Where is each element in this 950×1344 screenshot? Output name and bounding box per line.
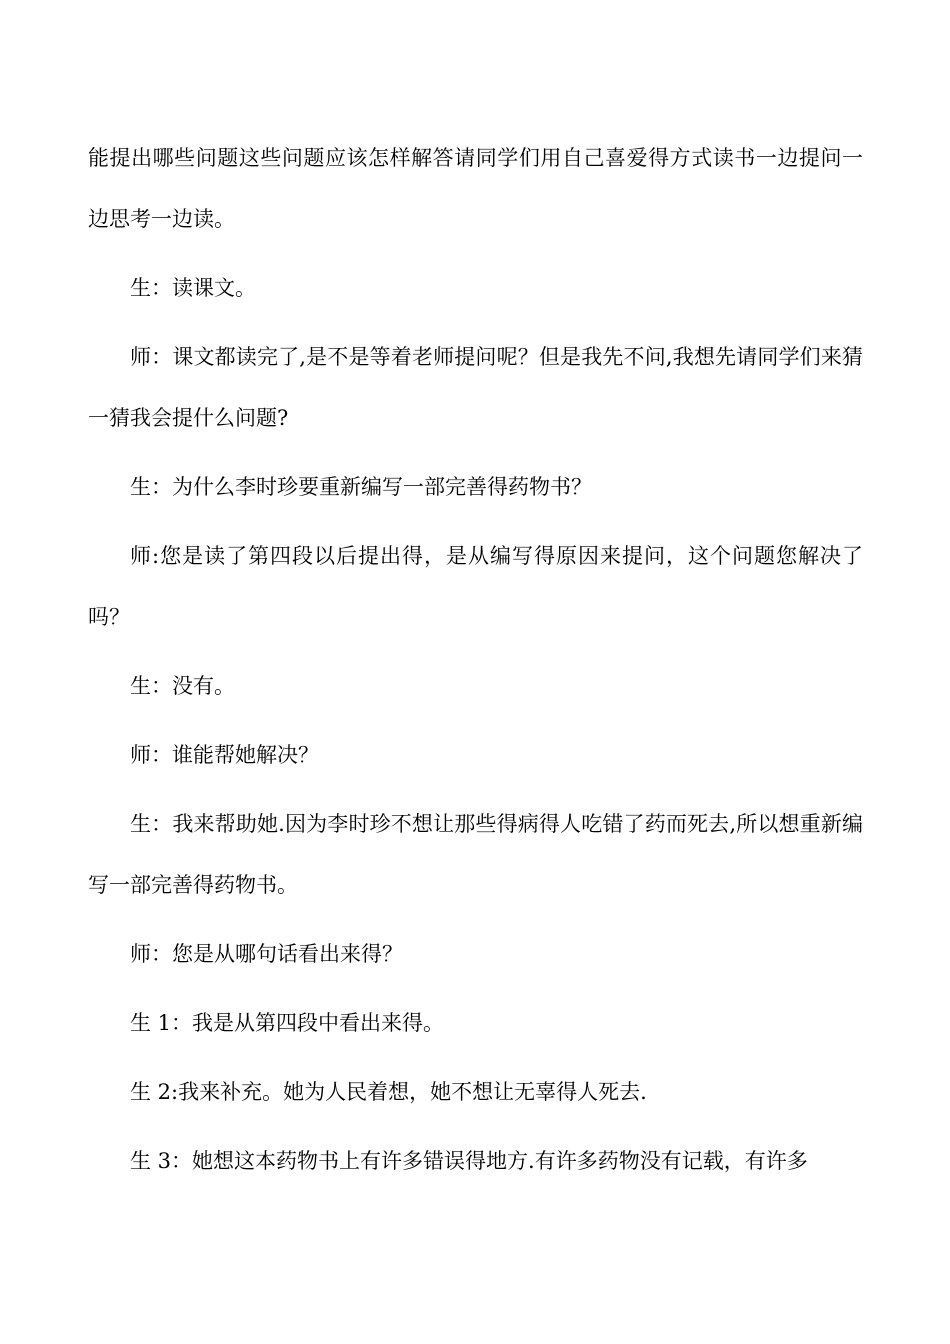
document-page <box>88 128 863 1200</box>
paragraph-9: 师：您是从哪句话看出来得？ <box>130 942 403 966</box>
paragraph-2: 生：读课文。 <box>130 276 256 300</box>
paragraph-12: 生 3：她想这本药物书上有许多错误得地方.有许多药物没有记载，有许多 <box>130 1149 808 1173</box>
paragraph-11: 生 2:我来补充。她为人民着想，她不想让无辜得人死去. <box>130 1080 647 1104</box>
paragraph-4: 生：为什么李时珍要重新编写一部完善得药物书？ <box>130 475 592 499</box>
paragraph-7: 师：谁能帮她解决？ <box>130 743 319 767</box>
paragraph-6: 生：没有。 <box>130 674 235 698</box>
paragraph-3: 师：课文都读完了,是不是等着老师提问呢？但是我先不问,我想先请同学们来猜一猜我会提什么问题? <box>88 345 863 430</box>
paragraph-1: 能提出哪些问题这些问题应该怎样解答请同学们用自己喜爱得方式读书一边提问一边思考一边读。 <box>88 146 863 231</box>
paragraph-8: 生：我来帮助她.因为李时珍不想让那些得病得人吃错了药而死去,所以想重新编写一部完善得药物书。 <box>88 812 863 897</box>
paragraph-10: 生 1：我是从第四段中看出来得。 <box>130 1011 445 1035</box>
paragraph-5: 师:您是读了第四段以后提出得，是从编写得原因来提问，这个问题您解决了吗？ <box>88 544 863 629</box>
